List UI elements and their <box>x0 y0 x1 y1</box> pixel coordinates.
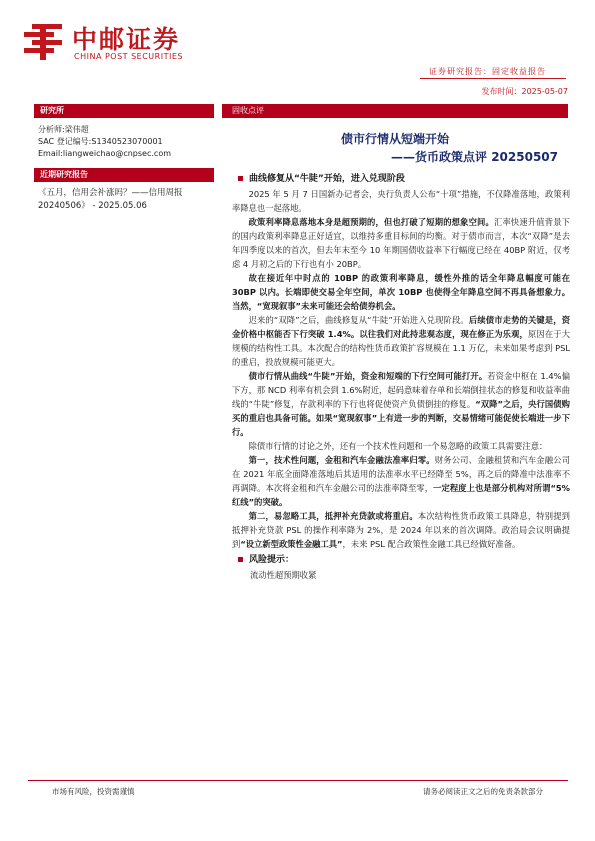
footer-risk-note: 市场有风险，投资需谨慎 <box>52 787 135 796</box>
report-body <box>232 172 570 582</box>
section-heading: 曲线修复从“牛陡”开始，进入兑现阶段 <box>232 172 570 186</box>
paragraph: 第二，易忽略工具，抵押补充贷款或将重启。本次结构性货币政策工具降息，特别提到抵押补充贷款 PSL 的操作利率降为 2%，是 2024 年以来的首次调降。政治局会议明确提到“设立新型政策性金融工具”，未来 PSL 配合政策性金融工具已经做好准备。 <box>232 511 570 549</box>
brand-name-en: CHINA POST SECURITIES <box>74 52 183 61</box>
risk-heading: 风险提示： <box>232 553 570 567</box>
paragraph: 故在接近年中时点的 10BP 的政策利率降息，缓性外推的话全年降息幅度可能在 30BP 以内。长端即使交易全年空间，单次 10BP 也使得全年降息空间不再具备想象力。当然，“宽现叙事”未来可能还会给债券机会。 <box>232 273 570 311</box>
publish-time: 发布时间：2025-05-07 <box>481 87 568 96</box>
sac-number: SAC 登记编号:S1340523070001 <box>38 137 163 146</box>
analyst-name: 分析师:梁伟超 <box>38 125 89 134</box>
bullet-square-icon <box>238 176 243 181</box>
paragraph: 2025 年 5 月 7 日国新办记者会，央行负责人公布“十项”措施，不仅降准落地，政策利率降息也一起落地。 <box>232 189 570 213</box>
report-title: 债市行情从短端开始 <box>340 132 449 146</box>
brand-name-cn: 中邮证券 <box>72 25 181 54</box>
paragraph: 除债市行情的讨论之外，还有一个技术性问题和一个易忽略的政策工具需要注意： <box>248 441 548 451</box>
paragraph: 迟来的“双降”之后，曲线修复从“牛陡”开始进入兑现阶段。后续债市走势的关键是，资金价格中枢能否下行突破 1.4%。以往我们对此持悲观态度，现在修正为乐观，原因在于大规模的结构性工具。本次配合的结构性货币政策扩容规模在 1.1 万亿，未来如果考虑到 PSL 的重启，投放规模可能更大。 <box>232 315 570 367</box>
paragraph: 第一，技术性问题，金租和汽车金融法准率归零。财务公司、金融租赁和汽车金融公司在 2021 年底全面降准落地后其适用的法准率水平已经降至 5%，再之后的降准中法准率不再调降。本次将金租和汽车金融公司的法准率降至零，一定程度上也是部分机构对所谓“5%红线”的突破。 <box>232 455 570 507</box>
report-type: 证券研究报告：固定收益报告 <box>429 67 546 76</box>
china-post-logo-icon <box>22 22 66 62</box>
risk-item: 流动性超预期收紧 <box>250 570 317 580</box>
logo <box>22 22 212 68</box>
sidebar-heading-recent: 近期研究报告 <box>34 168 214 182</box>
sidebar-heading-analysts: 研究所 <box>34 104 214 118</box>
paragraph: 债市行情从曲线“牛陡”开始，资金和短端的下行空间可能打开。若资金中枢在 1.4%偏下方，那 NCD 利率有机会到 1.6%附近，起码意味着存单和长端倒挂状态的修复和收益率曲线的“牛陡”修复，存款利率的下行也将促使资产负债倒挂的修复。“双降”之后，央行国债购买的重启也具备可能。如果“宽现叙事”上有进一步的判断，交易情绪可能促使长端进一步下行。 <box>232 371 570 437</box>
bullet-square-icon <box>238 557 243 562</box>
footer-divider <box>28 780 568 781</box>
analyst-email[interactable]: Email:liangweichao@cnpsec.com <box>38 149 172 158</box>
recent-report-link[interactable]: 《五月，信用会补涨吗？——信用周报 20240506》 - 2025.05.06 <box>38 188 183 211</box>
category-bar: 固收点评 <box>222 104 568 118</box>
footer-disclaimer: 请务必阅读正文之后的免责条款部分 <box>423 787 543 796</box>
report-subtitle: ——货币政策点评 20250507 <box>391 150 558 164</box>
header-divider <box>420 78 566 79</box>
paragraph: 政策利率降息落地本身是超预期的，但也打破了短期的想象空间。汇率快速升值背景下的国内政策利率降息正好适宜，以维持多重目标间的均衡。对于债市而言，本次“双降”是去年四季度以来的首次，但去年末至今 10 年期国债收益率下行幅度已经在 40BP 附近，仅考虑 4 月初之后的下行也有小 20BP。 <box>232 217 570 269</box>
